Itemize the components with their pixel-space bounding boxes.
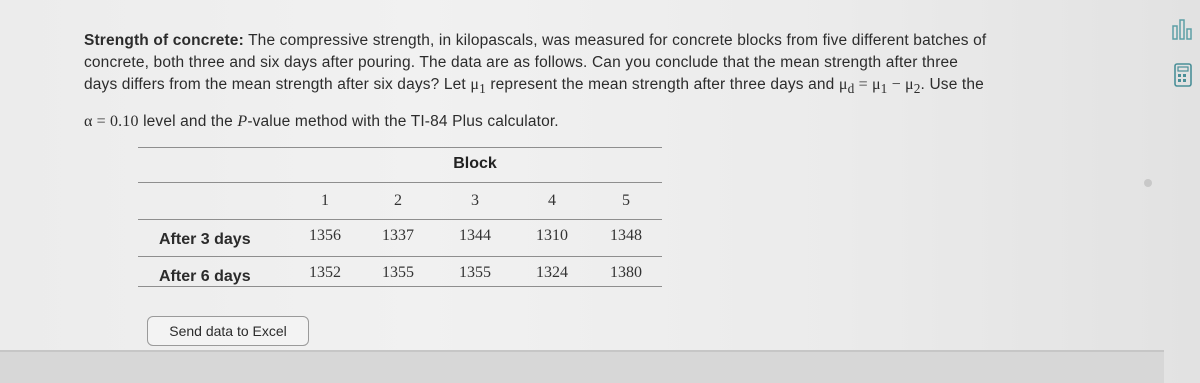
column-header-3: 3 (471, 192, 479, 209)
calculator-icon[interactable] (1170, 62, 1196, 88)
alpha-value: α = 0.10 (84, 113, 139, 131)
problem-text-3a: days differs from the mean strength after six days? Let (84, 76, 471, 93)
column-header-1: 1 (321, 192, 329, 209)
problem-line-2: concrete, both three and six days after pouring. The data are as follows. Can you conclude that the mean strength after three (84, 54, 959, 71)
column-header-5: 5 (622, 192, 630, 209)
send-data-to-excel-button[interactable]: Send data to Excel (147, 316, 309, 346)
p-symbol: P (237, 113, 248, 131)
problem-text-4a: level and the (138, 113, 238, 131)
problem-line-3 (84, 74, 1164, 100)
mu1-symbol: $\mu_1$ (470, 76, 486, 97)
block-header: Block (453, 155, 497, 172)
row-label-after-6-days: After 6 days (159, 268, 251, 285)
table-rule-row-1 (138, 256, 662, 257)
problem-lead: Strength of concrete: (84, 32, 244, 49)
problem-statement (84, 30, 1164, 133)
column-header-2: 2 (394, 192, 402, 209)
problem-text-3c: . Use the (920, 76, 984, 93)
table-cell: 1380 (610, 264, 642, 281)
table-cell: 1344 (459, 227, 491, 244)
table-cell: 1348 (610, 227, 642, 244)
table-rule-header (138, 182, 662, 183)
column-header-4: 4 (548, 192, 556, 209)
table-cell: 1355 (459, 264, 491, 281)
chart-icon[interactable] (1170, 16, 1196, 42)
radio-dot[interactable] (1144, 179, 1152, 187)
row-label-after-3-days: After 3 days (159, 231, 251, 248)
problem-text-3b: represent the mean strength after three days and (485, 76, 839, 93)
table-cell: 1355 (382, 264, 414, 281)
table-cell: 1337 (382, 227, 414, 244)
table-rule-columns (138, 219, 662, 220)
table-cell: 1356 (309, 227, 341, 244)
table-cell: 1352 (309, 264, 341, 281)
table-rule-top (138, 147, 662, 148)
problem-text-4b: -value method with the TI-84 Plus calculator. (247, 113, 559, 131)
table-cell: 1310 (536, 227, 568, 244)
problem-text-1: The compressive strength, in kilopascals, was measured for concrete blocks from five different batches of (243, 32, 987, 49)
bottom-panel (0, 350, 1164, 383)
table-cell: 1324 (536, 264, 568, 281)
problem-line-4 (84, 111, 1164, 133)
table-rule-bottom (138, 286, 662, 287)
problem-line-1 (84, 30, 1164, 52)
mud-definition: $\mu_d = \mu_1 - \mu_2$ (838, 76, 921, 97)
